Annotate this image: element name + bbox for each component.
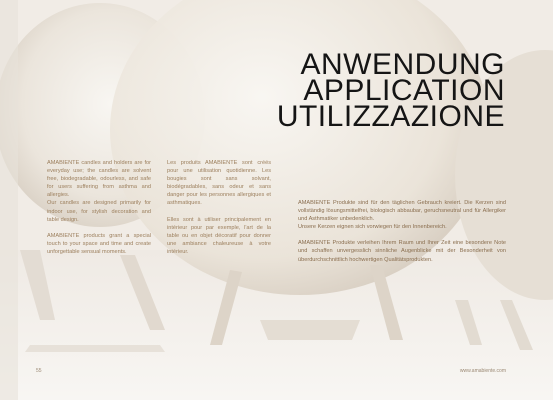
german-text-column bbox=[298, 199, 506, 272]
french-paragraph-1: Les produits AMABIENTE sont créés pour une utilisation quotidienne. Les bougies sont sans solvant, biodégradables, sans odeur et sans danger pour les personnes allergiques et asthmatiques. bbox=[167, 160, 271, 207]
english-text-column bbox=[47, 159, 151, 264]
french-paragraph-2: Elles sont à utiliser principalement en intérieur pour par exemple, l'art de la table ou en objet décoratif pour donner une ambiance chaleureuse à votre intérieur. bbox=[167, 216, 271, 255]
heading-german: ANWENDUNG bbox=[300, 48, 505, 81]
page-heading bbox=[276, 48, 505, 133]
page-number: 55 bbox=[36, 368, 42, 374]
heading-english: APPLICATION bbox=[303, 74, 505, 107]
french-text-column bbox=[167, 159, 271, 264]
heading-italian: UTILIZZAZIONE bbox=[276, 100, 505, 133]
english-paragraph-1b: Our candles are designed primarily for indoor use, for stylish decoration and table design. bbox=[47, 200, 151, 223]
german-paragraph-1b: Unsere Kerzen eignen sich vorwiegen für den Innenbereich. bbox=[298, 224, 447, 231]
english-paragraph-1: AMABIENTE candles and holders are for everyday use; the candles are solvent free, biodegradable, odourless, and safe for users suffering from asthma and allergies. bbox=[47, 160, 151, 199]
german-paragraph-2: AMABIENTE Produkte verleihen Ihrem Raum und Ihrer Zeit eine besondere Note und schaffen unvergesslich sinnliche Augenblicke mit der Besonderheit von überdurchschnittlich hochwertigen Qualitätsprodukten. bbox=[298, 240, 506, 263]
english-paragraph-2: AMABIENTE products grant a special touch to your space and time and create unforgettable sensual moments. bbox=[47, 232, 151, 255]
website-link[interactable]: www.amabiente.com bbox=[459, 368, 506, 374]
german-paragraph-1: AMABIENTE Produkte sind für den täglichen Gebrauch kreiert. Die Kerzen sind vollständig lösungsmittelfrei, biologisch abbaubar, geruchsneutral und für Allergiker und Asthmatiker unbedenklich. bbox=[298, 200, 506, 223]
